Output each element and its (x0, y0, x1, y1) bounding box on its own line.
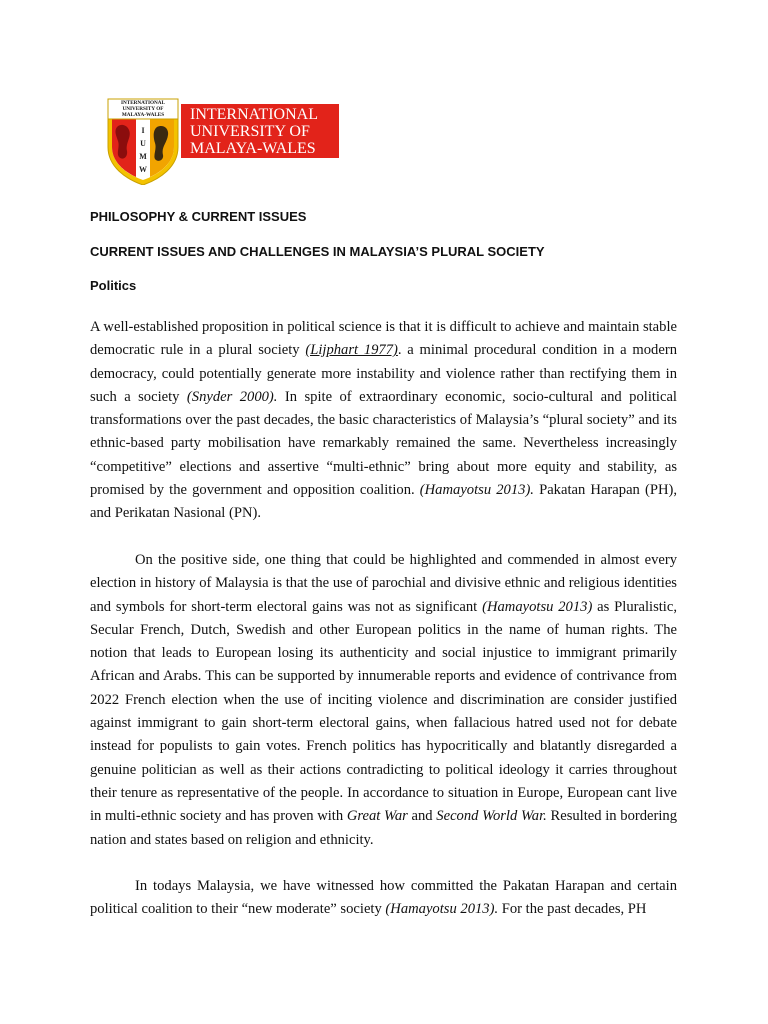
paragraph-text: Resulted in bordering nation and states based on religion and ethnicity. (90, 808, 678, 848)
paragraph-text: as Pluralistic, Secular French, Dutch, Swedish and other European politics in the name of human rights. The notion that leads to European losing its authenticity and social injustice to immigrant primarily African and Arabs. This can be supported by innumerable reports and evidence of contrivance from 2022 French election when the use of inciting violence and discrimination are consider justified against immigrant to gain short-term electoral gains, when fallacious hatred used not for debate instead for populists to gain votes. French politics has hypocritically and blatantly disregarded a genuine politician as well as their actions contradicting to political ideology it carries throughout their tenure as representative of the people. In accordance to situation in Europe, European cant live in multi-ethnic society and has proven with (90, 598, 677, 825)
citation: (Snyder 2000). (186, 388, 278, 405)
paragraph-1 (90, 316, 677, 526)
paragraph-text: In todays Malaysia, we have witnessed how committed the Pakatan Harapan and certain political coalition to their “new moderate” society (90, 878, 677, 918)
paragraph-text: For the past decades, PH (498, 901, 647, 918)
citation: (Hamayotsu 2013). (385, 901, 499, 918)
crest-emblem (105, 97, 181, 185)
paragraph-text: A well-established proposition in political science is that it is difficult to achieve and maintain stable democratic rule in a plural society (90, 319, 677, 359)
paragraph-2 (90, 549, 677, 852)
citation: (Hamayotsu 2013) (482, 598, 593, 615)
crest-letter: I (141, 126, 145, 135)
paragraph-3 (90, 875, 677, 922)
banner-line: UNIVERSITY OF (190, 123, 310, 140)
topic-heading: CURRENT ISSUES AND CHALLENGES IN MALAYSIA’S PLURAL SOCIETY (90, 244, 545, 259)
paragraph-text: . a minimal procedural condition in a modern democracy, could potentially generate more instability and violence rather than rectifying them in such a society (90, 342, 677, 405)
paragraph-text: Pakatan Harapan (PH), and Perikatan Nasional (PN). (90, 482, 677, 522)
citation-link[interactable]: (Lijphart 1977) (305, 342, 398, 359)
course-heading: PHILOSOPHY & CURRENT ISSUES (90, 209, 307, 224)
emphasis: Great War (346, 808, 408, 825)
crest-caption: INTERNATIONAL UNIVERSITY OF MALAYA-WALES (120, 100, 165, 118)
paragraph-text: On the positive side, one thing that could be highlighted and commended in almost every election in history of Malaysia is that the use of parochial and divisive ethnic and religious identities and symbols for short-term electoral gains was not as significant (90, 552, 677, 615)
banner-line: INTERNATIONAL (190, 106, 318, 123)
emphasis: Second World War. (436, 808, 547, 825)
paragraph-text: In spite of extraordinary economic, socio-cultural and political transformations over the past decades, the basic characteristics of Malaysia’s “plural society” and its ethnic-based party mobilisation have remarkably remained the same. Nevertheless increasingly “competitive” elections and assertive “multi-ethnic” bring about more equity and stability, as promised by the government and opposition coalition. (90, 388, 677, 499)
paragraph-text: and (407, 808, 437, 825)
banner-line: MALAYA-WALES (190, 140, 316, 157)
university-logo (105, 97, 339, 185)
logo-banner (181, 104, 339, 158)
crest-letter: W (139, 165, 147, 174)
citation: (Hamayotsu 2013). (419, 482, 534, 499)
section-heading: Politics (90, 278, 137, 293)
crest-letter: U (140, 139, 146, 148)
crest-letter: M (139, 152, 147, 161)
crest-letters (137, 124, 149, 176)
